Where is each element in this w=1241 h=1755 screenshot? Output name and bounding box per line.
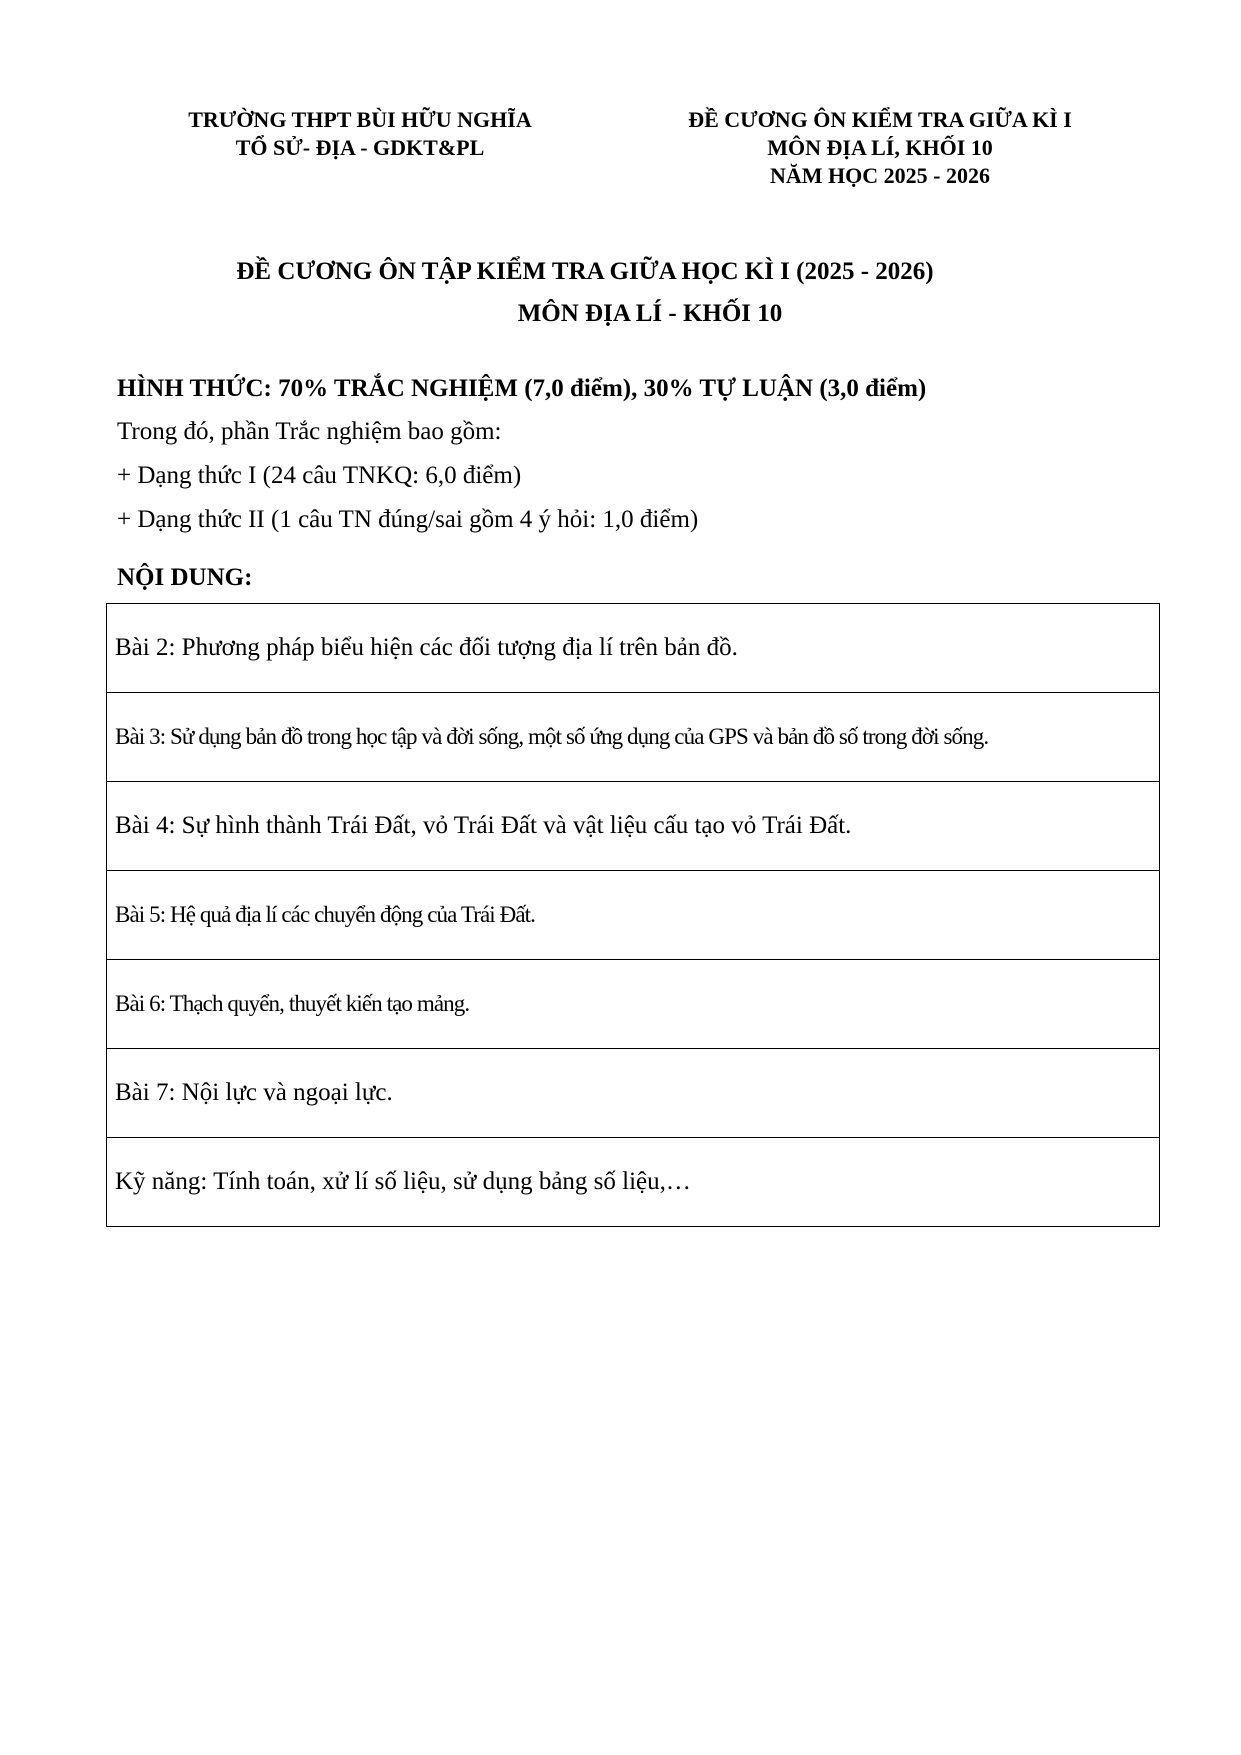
table-row	[107, 871, 1160, 960]
topic-cell: Bài 7: Nội lực và ngoại lực.	[107, 1049, 1160, 1138]
topics-table	[106, 603, 1160, 1227]
table-row	[107, 782, 1160, 871]
table-row	[107, 960, 1160, 1049]
school-name: TRƯỜNG THPT BÙI HỮU NGHĨA	[188, 107, 532, 132]
topic-cell: Bài 3: Sử dụng bản đồ trong học tập và đời sống, một số ứng dụng của GPS và bản đồ số trong đời sống.	[107, 693, 1160, 782]
exam-format-heading: HÌNH THỨC: 70% TRẮC NGHIỆM (7,0 điểm), 30% TỰ LUẬN (3,0 điểm)	[117, 375, 927, 402]
school-year: NĂM HỌC 2025 - 2026	[770, 163, 990, 188]
page-subtitle: MÔN ĐỊA LÍ - KHỐI 10	[517, 300, 783, 327]
school-header	[130, 106, 590, 162]
subject-grade: MÔN ĐỊA LÍ, KHỐI 10	[767, 135, 993, 160]
table-row	[107, 693, 1160, 782]
topic-cell: Bài 5: Hệ quả địa lí các chuyển động của Trái Đất.	[107, 871, 1160, 960]
page-title: ĐỀ CƯƠNG ÔN TẬP KIỂM TRA GIỮA HỌC KÌ I (2025 - 2026)	[236, 258, 934, 285]
document-type: ĐỀ CƯƠNG ÔN KIỂM TRA GIỮA KÌ I	[688, 107, 1072, 132]
department-name: TỔ SỬ- ĐỊA - GDKT&PL	[235, 135, 485, 160]
topic-cell: Bài 4: Sự hình thành Trái Đất, vỏ Trái Đất và vật liệu cấu tạo vỏ Trái Đất.	[107, 782, 1160, 871]
table-row	[107, 1138, 1160, 1227]
topic-cell: Bài 6: Thạch quyển, thuyết kiến tạo mảng.	[107, 960, 1160, 1049]
topic-cell: Kỹ năng: Tính toán, xử lí số liệu, sử dụng bảng số liệu,…	[107, 1138, 1160, 1227]
format-line: + Dạng thức II (1 câu TN đúng/sai gồm 4 ý hỏi: 1,0 điểm)	[117, 506, 699, 533]
table-row	[107, 1049, 1160, 1138]
topic-cell: Bài 2: Phương pháp biểu hiện các đối tượng địa lí trên bản đồ.	[107, 604, 1160, 693]
content-heading: NỘI DUNG:	[117, 564, 253, 591]
document-header	[650, 106, 1110, 190]
table-row	[107, 604, 1160, 693]
format-line: + Dạng thức I (24 câu TNKQ: 6,0 điểm)	[117, 462, 522, 489]
format-line: Trong đó, phần Trắc nghiệm bao gồm:	[117, 418, 502, 445]
